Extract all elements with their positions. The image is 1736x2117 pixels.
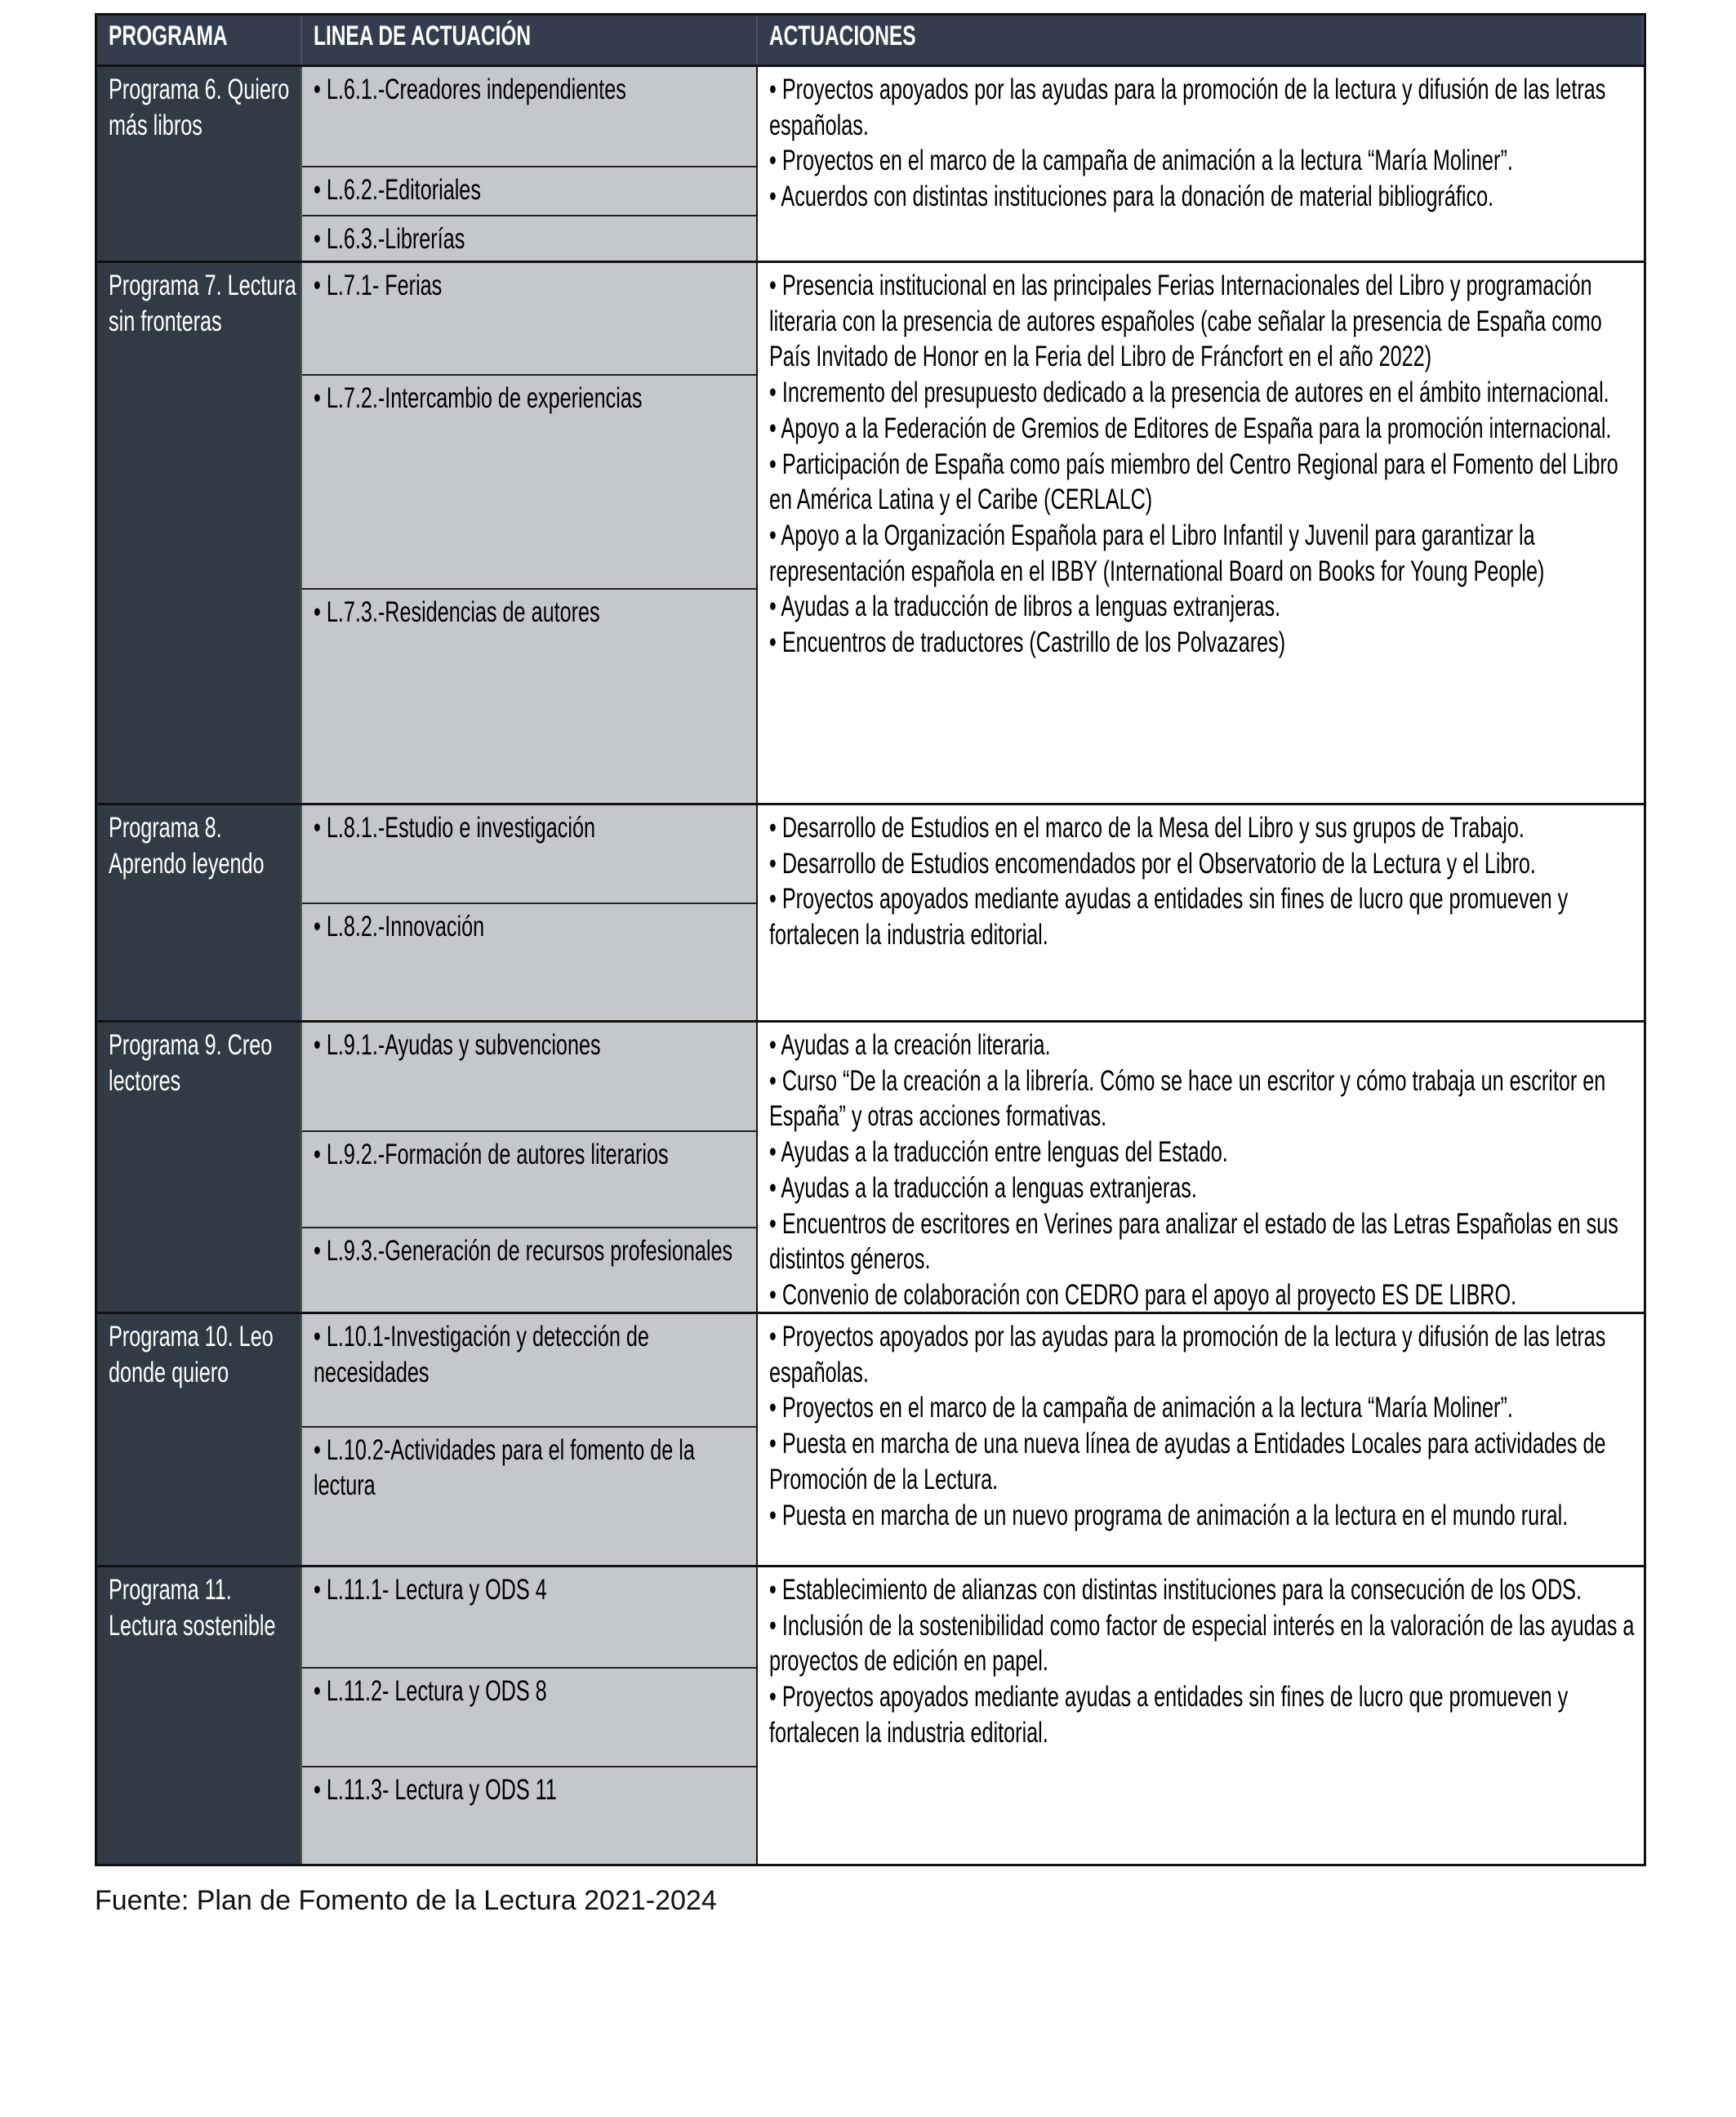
- header-programa-label: PROGRAMA: [109, 20, 228, 51]
- linea-item: [302, 1426, 756, 1565]
- linea-label: • L.9.3.-Generación de recursos profesionales: [314, 1234, 733, 1267]
- programa-cell: [97, 263, 302, 803]
- linea-item: [302, 166, 756, 214]
- linea-item: [302, 1227, 756, 1312]
- programa-label: Programa 8. Aprendo leyendo: [109, 812, 265, 880]
- programa-label: Programa 11. Lectura sostenible: [109, 1574, 276, 1642]
- programa-cell: [97, 1314, 302, 1565]
- linea-cell: [302, 263, 758, 803]
- linea-label: • L.9.2.-Formación de autores literarios: [314, 1138, 669, 1170]
- linea-item: [302, 67, 756, 166]
- programa-cell: [97, 67, 302, 261]
- actuaciones-cell: [758, 1023, 1644, 1312]
- header-linea-label: LINEA DE ACTUACIÓN: [314, 20, 532, 51]
- linea-item: [302, 588, 756, 803]
- actuacion-item: • Desarrollo de Estudios en el marco de la Mesa del Libro y sus grupos de Trabajo.: [769, 812, 1525, 844]
- linea-item: [302, 263, 756, 374]
- linea-item: [302, 903, 756, 1020]
- header-actuaciones: [758, 16, 1644, 65]
- linea-label: • L.6.1.-Creadores independientes: [314, 74, 626, 105]
- linea-item: [302, 1023, 756, 1130]
- actuacion-item: • Encuentros de escritores en Verines para analizar el estado de las Letras Españolas en sus distintos géneros.: [769, 1207, 1618, 1276]
- actuacion-item: • Convenio de colaboración con CEDRO para el apoyo al proyecto ES DE LIBRO.: [769, 1278, 1517, 1311]
- programa-label: Programa 7. Lectura sin fronteras: [109, 270, 296, 337]
- actuacion-item: • Curso “De la creación a la librería. Cómo se hace un escritor y cómo trabaja un escritor en España” y otras acciones formativas.: [769, 1064, 1606, 1133]
- actuacion-item: • Inclusión de la sostenibilidad como factor de especial interés en la valoración de las ayudas a proyectos de edición en papel.: [769, 1609, 1635, 1678]
- actuaciones-cell: [758, 67, 1644, 261]
- linea-cell: [302, 1567, 758, 1864]
- programa-label: Programa 6. Quiero más libros: [109, 74, 290, 141]
- linea-label: • L.10.1-Investigación y detección de necesidades: [314, 1321, 649, 1388]
- linea-label: • L.6.2.-Editoriales: [314, 174, 481, 207]
- actuacion-item: • Ayudas a la traducción de libros a lenguas extranjeras.: [769, 591, 1281, 623]
- table-row: [97, 65, 1644, 261]
- actuacion-item: • Proyectos apoyados por las ayudas para la promoción de la lectura y difusión de las letras españolas.: [769, 74, 1606, 141]
- linea-item: [302, 215, 756, 261]
- actuacion-item: • Apoyo a la Organización Española para el Libro Infantil y Juvenil para garantizar la representación española en el IBBY (International Board on Books for Young People): [769, 519, 1545, 587]
- actuacion-item: • Proyectos en el marco de la campaña de animación a la lectura “María Moliner”.: [769, 1392, 1513, 1424]
- actuaciones-list: [769, 263, 1640, 661]
- source-note: Fuente: Plan de Fomento de la Lectura 2021-2024: [95, 1885, 717, 1916]
- actuacion-item: • Incremento del presupuesto dedicado a la presencia de autores en el ámbito internacional.: [769, 377, 1609, 409]
- linea-label: • L.6.3.-Librerías: [314, 222, 465, 255]
- header-programa: [97, 16, 302, 65]
- programa-cell: [97, 1567, 302, 1864]
- actuaciones-cell: [758, 1567, 1644, 1864]
- table-row: [97, 261, 1644, 803]
- actuacion-item: • Encuentros de traductores (Castrillo de los Polvazares): [769, 626, 1286, 659]
- table-row: [97, 1565, 1644, 1864]
- linea-label: • L.8.2.-Innovación: [314, 910, 485, 943]
- actuacion-item: • Proyectos en el marco de la campaña de animación a la lectura “María Moliner”.: [769, 145, 1513, 177]
- actuaciones-cell: [758, 1314, 1644, 1565]
- linea-item: [302, 1667, 756, 1766]
- programs-table: [95, 13, 1646, 1866]
- actuacion-item: • Participación de España como país miembro del Centro Regional para el Fomento del Libro en América Latina y el Caribe (CERLALC): [769, 448, 1618, 516]
- linea-item: [302, 805, 756, 903]
- actuaciones-list: [769, 805, 1640, 953]
- programa-cell: [97, 1023, 302, 1312]
- actuaciones-list: [769, 67, 1640, 215]
- actuaciones-cell: [758, 805, 1644, 1020]
- linea-cell: [302, 805, 758, 1020]
- actuacion-item: • Establecimiento de alianzas con distintas instituciones para la consecución de los ODS.: [769, 1574, 1582, 1606]
- linea-item: [302, 1314, 756, 1426]
- table-header: [97, 16, 1644, 65]
- linea-label: • L.10.2-Actividades para el fomento de la lectura: [314, 1433, 695, 1502]
- actuaciones-list: [769, 1314, 1640, 1533]
- actuaciones-cell: [758, 263, 1644, 803]
- table-row: [97, 1020, 1644, 1312]
- programa-cell: [97, 805, 302, 1020]
- linea-cell: [302, 67, 758, 261]
- table-row: [97, 1312, 1644, 1565]
- linea-label: • L.7.1- Ferias: [314, 270, 443, 301]
- actuacion-item: • Proyectos apoyados mediante ayudas a entidades sin fines de lucro que promueven y fortalecen la industria editorial.: [769, 883, 1569, 952]
- actuacion-item: • Puesta en marcha de una nueva línea de ayudas a Entidades Locales para actividades de Promoción de la Lectura.: [769, 1428, 1606, 1495]
- programa-label: Programa 9. Creo lectores: [109, 1029, 273, 1097]
- linea-cell: [302, 1023, 758, 1312]
- actuacion-item: • Ayudas a la creación literaria.: [769, 1029, 1051, 1061]
- header-linea: [302, 16, 758, 65]
- actuacion-item: • Presencia institucional en las principales Ferias Internacionales del Libro y programación literaria con la presencia de autores españoles (cabe señalar la presencia de España como País Invitado de Honor en la Feria del Libro de Fráncfort en el año 2022): [769, 270, 1602, 373]
- linea-label: • L.8.1.-Estudio e investigación: [314, 812, 596, 844]
- linea-item: [302, 1567, 756, 1667]
- programa-label: Programa 10. Leo donde quiero: [109, 1321, 274, 1388]
- header-actuaciones-label: ACTUACIONES: [769, 20, 916, 51]
- linea-label: • L.11.2- Lectura y ODS 8: [314, 1674, 547, 1707]
- actuacion-item: • Apoyo a la Federación de Gremios de Editores de España para la promoción internacional.: [769, 412, 1612, 444]
- linea-item: [302, 374, 756, 588]
- linea-label: • L.11.1- Lectura y ODS 4: [314, 1574, 547, 1606]
- linea-item: [302, 1766, 756, 1864]
- actuacion-item: • Proyectos apoyados mediante ayudas a entidades sin fines de lucro que promueven y fortalecen la industria editorial.: [769, 1681, 1569, 1749]
- linea-label: • L.11.3- Lectura y ODS 11: [314, 1773, 557, 1806]
- actuaciones-list: [769, 1567, 1640, 1751]
- actuaciones-list: [769, 1023, 1640, 1312]
- actuacion-item: • Ayudas a la traducción entre lenguas del Estado.: [769, 1136, 1228, 1169]
- actuacion-item: • Ayudas a la traducción a lenguas extranjeras.: [769, 1171, 1197, 1204]
- actuacion-item: • Acuerdos con distintas instituciones para la donación de material bibliográfico.: [769, 181, 1494, 213]
- linea-label: • L.7.2.-Intercambio de experiencias: [314, 382, 643, 415]
- actuacion-item: • Proyectos apoyados por las ayudas para la promoción de la lectura y difusión de las letras españolas.: [769, 1321, 1606, 1388]
- linea-item: [302, 1130, 756, 1227]
- table-row: [97, 803, 1644, 1020]
- actuacion-item: • Desarrollo de Estudios encomendados por el Observatorio de la Lectura y el Libro.: [769, 847, 1536, 880]
- linea-label: • L.7.3.-Residencias de autores: [314, 596, 600, 629]
- actuacion-item: • Puesta en marcha de un nuevo programa de animación a la lectura en el mundo rural.: [769, 1499, 1569, 1531]
- linea-label: • L.9.1.-Ayudas y subvenciones: [314, 1029, 601, 1061]
- linea-cell: [302, 1314, 758, 1565]
